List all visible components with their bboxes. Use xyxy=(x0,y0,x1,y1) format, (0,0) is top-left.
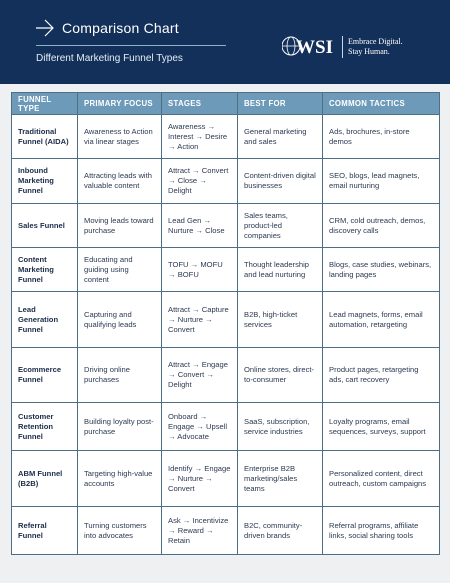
best-for-cell: B2B, high-ticket services xyxy=(238,292,323,348)
header-banner xyxy=(0,0,450,84)
tactics-cell: Product pages, retargeting ads, cart recovery xyxy=(323,348,440,403)
table-row xyxy=(12,451,440,507)
tactics-cell: Blogs, case studies, webinars, landing pages xyxy=(323,248,440,292)
best-for-cell: Sales teams, product-led companies xyxy=(238,204,323,248)
stages-cell: Onboard → Engage → Upsell → Advocate xyxy=(162,403,238,451)
col-common-tactics: COMMON TACTICS xyxy=(323,93,440,115)
table-row xyxy=(12,248,440,292)
stages-cell: Ask → Incentivize → Reward → Retain xyxy=(162,507,238,555)
brand-tagline xyxy=(348,37,403,57)
stages-cell: Attract → Capture → Nurture → Convert xyxy=(162,292,238,348)
focus-cell: Targeting high-value accounts xyxy=(78,451,162,507)
best-for-cell: Content-driven digital businesses xyxy=(238,159,323,204)
brand-wordmark: WSI xyxy=(296,37,333,58)
col-funnel-type: FUNNEL TYPE xyxy=(12,93,78,115)
focus-cell: Awareness to Action via linear stages xyxy=(78,115,162,159)
table-header-row xyxy=(12,93,440,115)
funnel-type-cell: Traditional Funnel (AIDA) xyxy=(12,115,78,159)
arrow-right-icon xyxy=(35,19,55,37)
table-row xyxy=(12,403,440,451)
best-for-cell: B2C, community-driven brands xyxy=(238,507,323,555)
focus-cell: Building loyalty post-purchase xyxy=(78,403,162,451)
tactics-cell: SEO, blogs, lead magnets, email nurturing xyxy=(323,159,440,204)
funnel-type-cell: Referral Funnel xyxy=(12,507,78,555)
comparison-table xyxy=(11,92,440,555)
wsi-logo xyxy=(282,34,342,58)
focus-cell: Moving leads toward purchase xyxy=(78,204,162,248)
table-row xyxy=(12,292,440,348)
funnel-type-cell: Lead Generation Funnel xyxy=(12,292,78,348)
stages-cell: Awareness → Interest → Desire → Action xyxy=(162,115,238,159)
stages-cell: Attract → Engage → Convert → Delight xyxy=(162,348,238,403)
focus-cell: Attracting leads with valuable content xyxy=(78,159,162,204)
table-row xyxy=(12,204,440,248)
table-row xyxy=(12,348,440,403)
col-stages: STAGES xyxy=(162,93,238,115)
best-for-cell: General marketing and sales xyxy=(238,115,323,159)
col-best-for: BEST FOR xyxy=(238,93,323,115)
funnel-type-cell: Customer Retention Funnel xyxy=(12,403,78,451)
best-for-cell: Thought leadership and lead nurturing xyxy=(238,248,323,292)
best-for-cell: Enterprise B2B marketing/sales teams xyxy=(238,451,323,507)
stages-cell: Identify → Engage → Nurture → Convert xyxy=(162,451,238,507)
page-subtitle: Different Marketing Funnel Types xyxy=(36,53,183,64)
table-row xyxy=(12,507,440,555)
best-for-cell: SaaS, subscription, service industries xyxy=(238,403,323,451)
tactics-cell: Ads, brochures, in-store demos xyxy=(323,115,440,159)
col-primary-focus: PRIMARY FOCUS xyxy=(78,93,162,115)
best-for-cell: Online stores, direct-to-consumer xyxy=(238,348,323,403)
tactics-cell: Referral programs, affiliate links, social sharing tools xyxy=(323,507,440,555)
tagline-line-2: Stay Human. xyxy=(348,47,390,56)
tactics-cell: Loyalty programs, email sequences, surveys, support xyxy=(323,403,440,451)
brand-separator xyxy=(342,36,343,58)
tactics-cell: Personalized content, direct outreach, custom campaigns xyxy=(323,451,440,507)
page-title: Comparison Chart xyxy=(62,20,179,36)
funnel-type-cell: ABM Funnel (B2B) xyxy=(12,451,78,507)
stages-cell: Lead Gen → Nurture → Close xyxy=(162,204,238,248)
table-row xyxy=(12,115,440,159)
title-divider xyxy=(36,45,226,46)
stages-cell: TOFU → MOFU → BOFU xyxy=(162,248,238,292)
tagline-line-1: Embrace Digital. xyxy=(348,37,403,46)
focus-cell: Educating and guiding using content xyxy=(78,248,162,292)
focus-cell: Capturing and qualifying leads xyxy=(78,292,162,348)
tactics-cell: CRM, cold outreach, demos, discovery calls xyxy=(323,204,440,248)
focus-cell: Driving online purchases xyxy=(78,348,162,403)
funnel-type-cell: Sales Funnel xyxy=(12,204,78,248)
funnel-type-cell: Inbound Marketing Funnel xyxy=(12,159,78,204)
funnel-type-cell: Content Marketing Funnel xyxy=(12,248,78,292)
funnel-type-cell: Ecommerce Funnel xyxy=(12,348,78,403)
tactics-cell: Lead magnets, forms, email automation, retargeting xyxy=(323,292,440,348)
table-row xyxy=(12,159,440,204)
focus-cell: Turning customers into advocates xyxy=(78,507,162,555)
stages-cell: Attract → Convert → Close → Delight xyxy=(162,159,238,204)
